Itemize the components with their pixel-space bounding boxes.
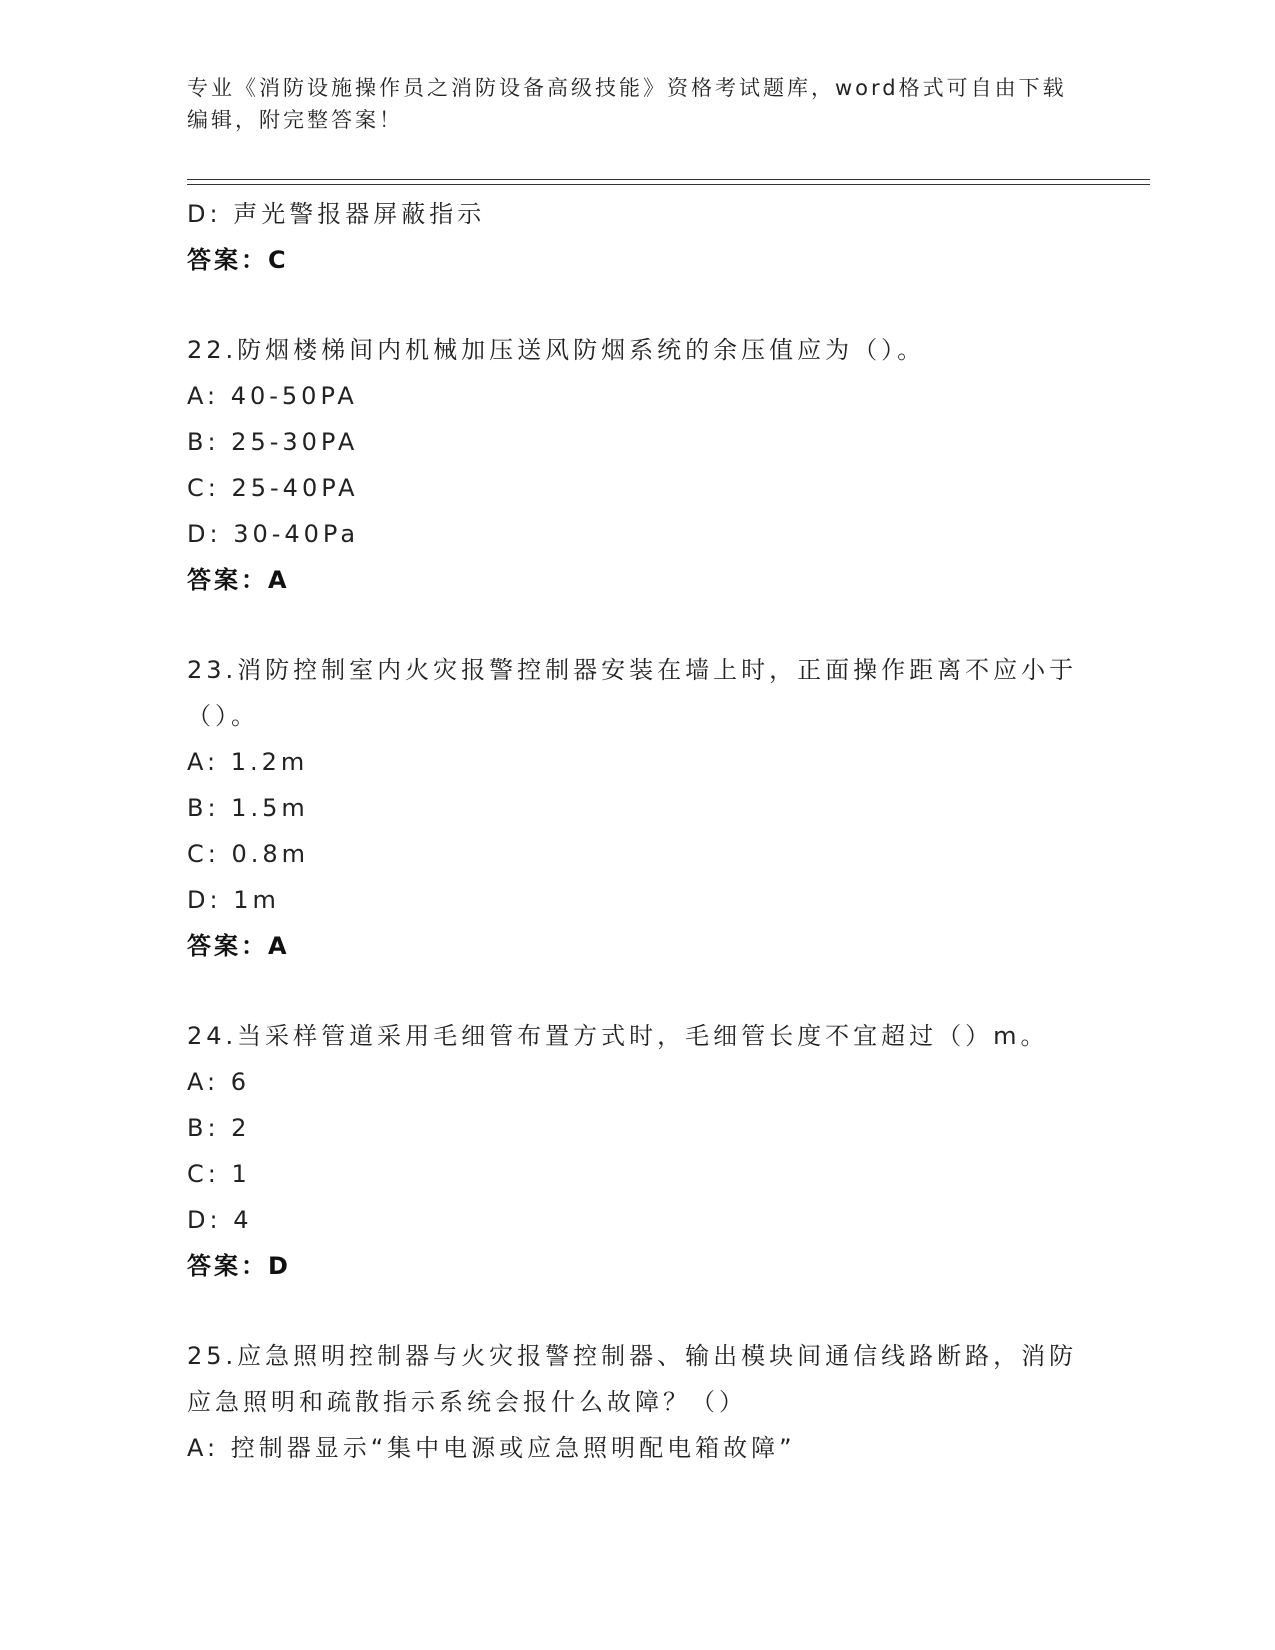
option-a: A: 控制器显示“集中电源或应急照明配电箱故障”	[187, 1434, 796, 1462]
question-stem: 22.防烟楼梯间内机械加压送风防烟系统的余压值应为（）。	[187, 336, 926, 364]
option-d: D: 30-40Pa	[187, 520, 360, 548]
option-b: B: 1.5m	[187, 794, 309, 822]
question-stem: 23.消防控制室内火灾报警控制器安装在墙上时，正面操作距离不应小于（）。	[187, 656, 1078, 730]
question-stem: 25.应急照明控制器与火灾报警控制器、输出模块间通信线路断路，消防应急照明和疏散指示系统会报什么故障？（）	[187, 1342, 1078, 1416]
option-b: B: 2	[187, 1114, 251, 1142]
question-stem: 24.当采样管道采用毛细管布置方式时，毛细管长度不宜超过（）m。	[187, 1022, 1049, 1050]
document-header	[187, 72, 1067, 136]
answer-prev: 答案：C	[187, 246, 289, 274]
option-a: A: 40-50PA	[187, 382, 358, 410]
spacer	[187, 283, 1087, 327]
header-divider-bottom	[187, 184, 1150, 185]
option-a: A: 6	[187, 1068, 250, 1096]
spacer	[187, 603, 1087, 647]
option-d: D: 1m	[187, 886, 280, 914]
option-d-prev: D: 声光警报器屏蔽指示	[187, 200, 486, 228]
question-24	[187, 1013, 1087, 1289]
option-a: A: 1.2m	[187, 748, 309, 776]
question-list	[187, 191, 1087, 1471]
question-25	[187, 1333, 1087, 1471]
spacer	[187, 1289, 1087, 1333]
header-divider-top	[187, 179, 1150, 180]
question-answer: 答案：D	[187, 1252, 291, 1280]
option-d: D: 4	[187, 1206, 253, 1234]
question-23	[187, 647, 1087, 969]
option-b: B: 25-30PA	[187, 428, 359, 456]
question-answer: 答案：A	[187, 932, 290, 960]
option-c: C: 25-40PA	[187, 474, 359, 502]
option-c: C: 1	[187, 1160, 251, 1188]
question-22	[187, 327, 1087, 603]
header-text: 专业《消防设施操作员之消防设备高级技能》资格考试题库，word格式可自由下载编辑，附完整答案！	[187, 76, 1067, 132]
option-c: C: 0.8m	[187, 840, 310, 868]
spacer	[187, 969, 1087, 1013]
question-answer: 答案：A	[187, 566, 290, 594]
